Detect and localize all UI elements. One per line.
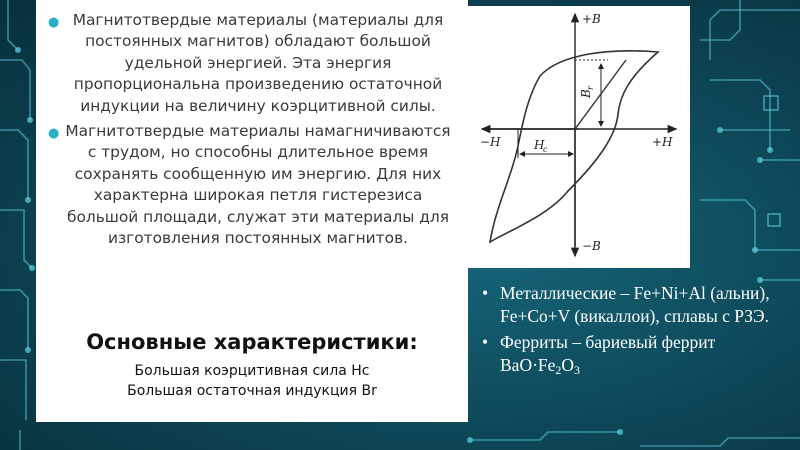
label-br-sub: r: [586, 86, 595, 90]
ferrites-text: Ферриты – бариевый феррит BaO·Fe: [500, 332, 716, 375]
description-panel: [36, 0, 468, 302]
characteristic-remanence: Большая остаточная индукция Br: [127, 383, 377, 399]
label-plus-b: +B: [582, 12, 601, 26]
formula-sub: 3: [574, 363, 581, 377]
list-item: [482, 331, 794, 382]
bullet-dot-icon: •: [482, 283, 489, 303]
formula-o: O: [561, 355, 575, 375]
materials-list: [482, 282, 794, 385]
bullet-text: Магнитотвердые материалы намагничиваются с трудом, но способны длительное время сохранять сообщенную им энергию. Для них характерна широкая петля гистерезиса большой площади, служат эти материалы для изготовления постоянных магнитов.: [65, 122, 451, 248]
bullet-dot-icon: ●: [48, 126, 60, 142]
material-metallic: Металлические – Fe+Ni+Al (альни), Fe+Co+V (викаллои), сплавы с РЗЭ.: [500, 283, 770, 326]
hysteresis-loop: [490, 51, 658, 242]
list-item: [482, 282, 794, 328]
bullet-dot-icon: •: [482, 332, 489, 352]
label-minus-b: −B: [582, 239, 601, 253]
characteristic-coercive-force: Большая коэрцитивная сила Нс: [134, 363, 370, 379]
label-hc-sub: c: [543, 145, 548, 154]
description-list: [36, 0, 468, 249]
label-minus-h: −H: [480, 135, 501, 149]
material-ferrites: [500, 332, 715, 375]
label-br: B: [579, 89, 593, 98]
hysteresis-diagram: [468, 6, 690, 268]
label-hc: H: [534, 138, 545, 152]
bullet-dot-icon: ●: [48, 15, 60, 30]
characteristics-title: Основные характеристики:: [86, 330, 418, 354]
hysteresis-svg: [468, 6, 690, 268]
formula-sub: 2: [555, 363, 562, 377]
bullet-text: Магнитотвердые материалы (материалы для постоянных магнитов) обладают большой удельной энергией. Эта энергия пропорциональна произведению остаточной индукции на величину коэрцитивной силы.: [72, 11, 444, 115]
list-item: [48, 10, 454, 117]
label-plus-h: +H: [652, 135, 673, 149]
characteristics-panel: [36, 302, 468, 422]
list-item: [48, 121, 454, 249]
